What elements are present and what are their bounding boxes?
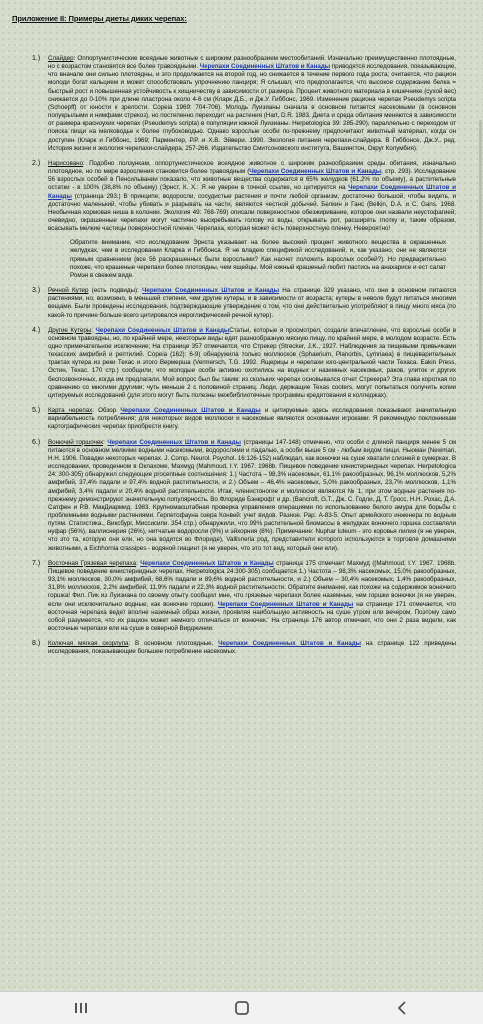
entry-number: 4.) <box>32 326 41 334</box>
page-heading: Приложение II: Примеры диеты диких черепах: <box>12 14 187 23</box>
android-nav-bar <box>0 991 483 1024</box>
entry-title-link[interactable]: Другие Кутеры <box>48 326 92 334</box>
book-link[interactable]: Черепахи Соединенных Штатов и Канады <box>95 326 230 334</box>
entry-text: Карта черепах: Обзор Черепахи Соединенных Штатов и Канады и цитируемые здесь исследования показывают значительную вариабельность потребления; для некоторых видов моллюски и насекомые являются основными игроками. Я рекомендую поклонникам картографических черепах приобрести книгу. <box>48 407 457 431</box>
entry-stinkpot <box>12 439 480 553</box>
book-link[interactable]: Черепахи Соединенных Штатов и Канады <box>142 287 279 295</box>
entry-number: 8.) <box>32 640 41 648</box>
book-link[interactable]: Черепахи Соединенных Штатов и Канады <box>218 640 361 648</box>
entry-spiny-softshell <box>12 640 480 656</box>
entry-title-link[interactable]: Карта черепах <box>48 407 93 415</box>
entry-slider <box>12 55 480 153</box>
entry-text: Колючая мягкая скорлупа: В основном плотоядные. Черепахи Соединенных Штатов и Канады на странице 122 приведены исследования, показывающие большее потребление насекомых. <box>48 640 456 656</box>
entry-title-link[interactable]: Колючая мягкая скорлупа <box>48 640 129 648</box>
entry-number: 7.) <box>32 559 41 567</box>
book-link[interactable]: Черепахи Соединенных Штатов и Канады <box>107 438 241 446</box>
entry-text: Другие Кутеры: Черепахи Соединенных Штатов и КанадыСтатьи, которые я просмотрел, создали впечатление, что взрослые особи в основном травоядны, но, по крайней мере, некоторые виды едят разнообразную мясную пищу, по крайней мере, в молодом возрасте. Есть одно примечательное исключение; На странице 357 отмечается, что Стрекер (Strecker, J.K., 1927. Наблюдения за пищевыми привычками техасских амфибий и рептилий. Copeia (162): 6-9) обнаружила только моллюсков (Sphaerium, Planorbis, Lymnaea) в пищеварительных трактах кутера из реки Техас и этого Вермерша (Vermersch, T.G. 1992. Ящерицы и черепахи юго-центральной части Техаса. Eakin Press, Остин, Техас. 170 стр.) сообщили, что молодые особи активно охотились на водных и наземных насекомых, раков, улиток и других беспозвоночных, когда им предлагали. Мой вопрос был бы таким: из скольких черепах основывался отчет Стрекера? Эта глава короткая по сравнению со многими другими; чуть меньше 2 с половиной страниц. Люди, держащие Texas cooters, могут попытаться получить копии цитируемых исследований (для этого могут быть полезны межбиблиотечные программы кредитования в колледжах). <box>48 326 457 399</box>
quote-note: Обратите внимание, что исследование Эрнста указывает на более высокий процент животного вещества в окрашенных желудках, чем в исследовании Кларка и Гиббонса. Я не владею спецификой исследований, и, как указано, они не являются прямым сравнением (все 56 раскрашенных были взрослыми? Как насчет положить взрослых особей?). Но предварительно похоже, что крашеные черепахи более плотоядны, чем ящейцы. Мой южный крашеный любит пастись на анахарисе и ест салат Ромэн в свежем виде. <box>70 239 446 279</box>
recent-apps-icon <box>73 1000 89 1016</box>
home-button[interactable] <box>222 996 262 1020</box>
entry-title-link[interactable]: Слайдер <box>48 55 74 62</box>
entry-number: 1.) <box>32 55 41 62</box>
entry-text: Речной Кутер (есть подвиды): Черепахи Соединенных Штатов и Канады На странице 329 указано, что они в основном питаются растениями, но, возможно, в меньшей степени, чем другие кутеры, и в зависимости от возраста; кутеры в неволе будут питаться многими вещами. Были проведены исследования, подтверждающие утверждение о том, что они действительно употребляют в пищу много мяса (по какой-то причине больше всего цитировался иероглифический речной кутер). <box>48 287 457 319</box>
book-link[interactable]: Черепахи Соединенных Штатов и Канады <box>249 168 382 176</box>
back-icon <box>395 1000 411 1016</box>
entry-title-link[interactable]: Речной Кутер <box>48 287 89 295</box>
entry-title-link[interactable]: Восточная Грязевая черепаха <box>48 559 137 567</box>
entry-text: Нарисовано: Подобно ползункам, оппортунистическое всеядное животное с широким разнообразием среды обитания, изначально плотоядное, но по мере взросления становится более травоядным (Черепахи Соединенных Штатов и Канады, стр. 293). Исследование 56 взрослых особей в Пенсильвании показало, что животные вещества содержатся в 65% желудков (61,2% по объему), а растительные остатки - в 100% (38,8% по объему) (Эрнст, К. Х.: Я не уверен в точной ссылке, но цитируется на Черепахи Соединенных Штатов и Канады (страница 293.) В принципе, водоросли, сосудистые растения и почти любой организм, достаточно большой, чтобы видеть, и достаточно маленький, чтобы убивать и разрывать на части, являются честной добычей. Белкин и Ганс (Belkin, D.A. и C. Gans. 1968. Необычная кормовая ниша в колонии. Экология 49: 768-769) описали поверхностное обезжиривание, которое они назвали неустофагией; очевидно, окрашенные черепахи могут частично выскребывать голову из воды, открывать рот, расширять глотку и, таким образом, всасывать мелкие частицы поверхностной пленки. Черепаха, которая может есть поверхностную пленку. Невероятно! Обратите внимание, что исследование Эрнста указывает на более высокий процент животного вещества в окрашенных желудках, чем в исследовании Кларка и Гиббонса. Я не владею спецификой исследований, и, как указано, они не являются прямым сравнением (все 56 раскрашенных были взрослыми? Как насчет положить взрослых особей?). Но предварительно похоже, что крашеные черепахи более плотоядны, чем ящейцы. Мой южный крашеный любит пастись на анахарисе и ест салат Ромэн в свежем виде. <box>48 159 456 279</box>
entry-mud-turtle <box>12 560 480 633</box>
entry-river-cooter <box>12 287 480 320</box>
entry-text: Слайдер: Оппортунистические всеядные животные с широким разнообразием местообитаний. Изначально преимущественно плотоядные, но с возрастом становятся все более травоядными. Черепахи Соединенных Штатов и Канады приводятся исследования, показывающие, что вначале они сильно плотоядны, и это продолжается на второй год, но снижается в течение первого года роста; считается, что рацион молоди богат кальцием и может способствовать упрочнению панциря; Я слышал, что предполагается, что высокое содержание белка = быстрый рост и повышенная устойчивость к хищничеству в зависимости от размера. Процент животного материала в кишечнике (сухой вес) снижается до 0-10% при длине пластрона около 4-6 см (Кларк Д.Б., и Дж.У. Гиббонс, 1969. Изменение рациона черепах Pseudemys scripta (Schoepff) от юности к зрелости. Copeia 1969: 704-706). Молодь Луизианы сначала в основном питается насекомыми (в основном полукрылыми и нимфами стрекоз), но постепенно переходит на растения (Hart, D.R. 1983. Диета и среда обитания меняются в зависимости от размера красноухих черепах (Pseudemys scripta) в популяции южной Луизианы. Herpetologica 39: 285-290), параллельно с переходом от поиска пищи на мелководье к более глубоководью. Однако взрослые особи по-прежнему предпочитают животный материал, когда он доступен (Кларк и Гиббонс, 1969; Парментер, Р.Р. и Х.В. Эйвери. 1990. Экология питания черепахи-слайдера. В Гиббонсе, Дж.У., ред. История жизни и экология черепахи-слайдера, 257-266. Издательство Смитсоновского института, Вашингтон, Округ Колумбия). <box>48 55 456 152</box>
entry-number: 6.) <box>32 438 41 446</box>
back-button[interactable] <box>383 996 423 1020</box>
entry-title-link[interactable]: Вонючий горшочек <box>48 438 103 446</box>
recent-apps-button[interactable] <box>61 996 101 1020</box>
scrollbar[interactable] <box>479 120 482 380</box>
entry-map-turtles <box>12 407 480 431</box>
book-link[interactable]: Черепахи Соединенных Штатов и Канады <box>48 184 456 200</box>
entry-number: 2.) <box>32 159 41 167</box>
book-link[interactable]: Черепахи Соединенных Штатов и Канады <box>199 63 331 71</box>
entry-number: 3.) <box>32 287 41 295</box>
home-icon <box>233 999 251 1017</box>
entry-number: 5.) <box>32 407 41 415</box>
entry-title-link[interactable]: Нарисовано <box>48 159 84 167</box>
entry-text: Восточная Грязевая черепаха: Черепахи Соединенных Штатов и Канады страница 175 отмечает Махмуд ((Mahmoud, I.Y. 1967. 1968b. Пищевое поведение кинистернидных черепах. Herpetologica 24:300-305) сообщается 1.) Частота – 98,3% насекомых, 15,0% ракообразных, 93,1% моллюсков, 30,0% амфибий, 68,6% падали и 89,6% водной растительности, и 2.) Объем – 30,4% насекомых, 1,4% ракообразных, 31,8% моллюсков, 2,2% амфибий, 11,9% падали и 22,3% водной растительности. Обратите внимание, как похоже на содержимое вонючего горшка! Фил. Пик из Луизиана по своему опыту сообщил мне, что грязевые черепахи более наземные, чем горшки вонючки (я не уверен, если они исключительно водные, как вонючие горшки). Черепахи Соединенных Штатов и Канады на странице 171 отмечается, что восточная черепаха ведет вполне наземный образ жизни, проявляя наибольшую активность на суше утром или вечером. Поэтому само собой разумеется, что их рацион может немного отличаться от вонючек.' На странице 176 автор отмечает, что они 2 раза видели, как восточные черепахи ели на суше в северной Вирджинии. <box>48 559 457 632</box>
entry-other-cooters <box>12 327 480 400</box>
entry-painted <box>12 160 480 280</box>
entry-text: Вонючий горшочек: Черепахи Соединенных Штатов и Канады (страницы 147-148) отмечено, что особи с длиной панциря менее 5 см питаются в основном мелкими водными насекомыми, водорослями и падалью, а особи выше 5 см - любым видом пищи. Ньюман (Newman, H.H. 1906. Повадки некоторых черепах. J. Comp. Neurol. Psychol. 16:126-152) наблюдал, как вонючки на суше хватали слизней в сумерках. В исследовании, проведенном в Оклахоме, Махмуд (Mahmoud, I.Y. 1967. 1968b. Пищевое поведение кинистернидных черепах. Herpetologica 24: 300-305) обнаружил следующие procentные соотношения: 1.) Частота – 98,3% насекомых, 61,1% ракообразных, 96,1% моллюсков, 5,2% амфибий, 37,4% падали и 97,4% водной растительности, и 2.) Объем – 46,4% насекомых, 5,0% ракообразных, 23,7% моллюсков, 1,1% амфибий, 3,4% падали и 20,4% водной растительности. Итак, членистоногие и моллюски являются № 1, при этом водные растения по-прежнему демонстрируют значительную популярность. Во Флориде Бэнкрофт и др. (Bancroft, G.T., Дж. С. Годли, Д. Т. Гросс, Н.Н. Рохас, Д.А. Сатфен и Р.В. МакДиармид. 1983. Крупномасштабная проверка управления операциями по использованию белого амура для борьбы с проблемными водными растениями. Герпетофауна озера Конвей: учет видов. Разное. Рар. А-83-5. Опыт армейского инженера по водным путям. Статистика., Виксбург, Миссисипи. 354 стр.) обнаружили, что 99% растительной биомассы в желудках вонючего горшка составляли нуфар (56%), валлиснерия (26%), нитчатые водоросли (9%) и эйхорния (8%). Примечание: Nuphar luteum - это коровья лилия (я не уверен, что это та, которую они ели, но она водится во Флориде), Vallisneria род, представители которого используются в торговле домашними животными, а Eichhornia crassipes - водяной гиацинт (я не уверен, что это тот вид, который они ели). <box>48 438 457 552</box>
book-link[interactable]: Черепахи Соединенных Штатов и Канады <box>140 559 274 567</box>
book-link[interactable]: Черепахи Соединенных Штатов и Канады <box>217 600 354 608</box>
article <box>12 14 480 663</box>
book-link[interactable]: Черепахи Соединенных Штатов и Канады <box>120 407 261 415</box>
